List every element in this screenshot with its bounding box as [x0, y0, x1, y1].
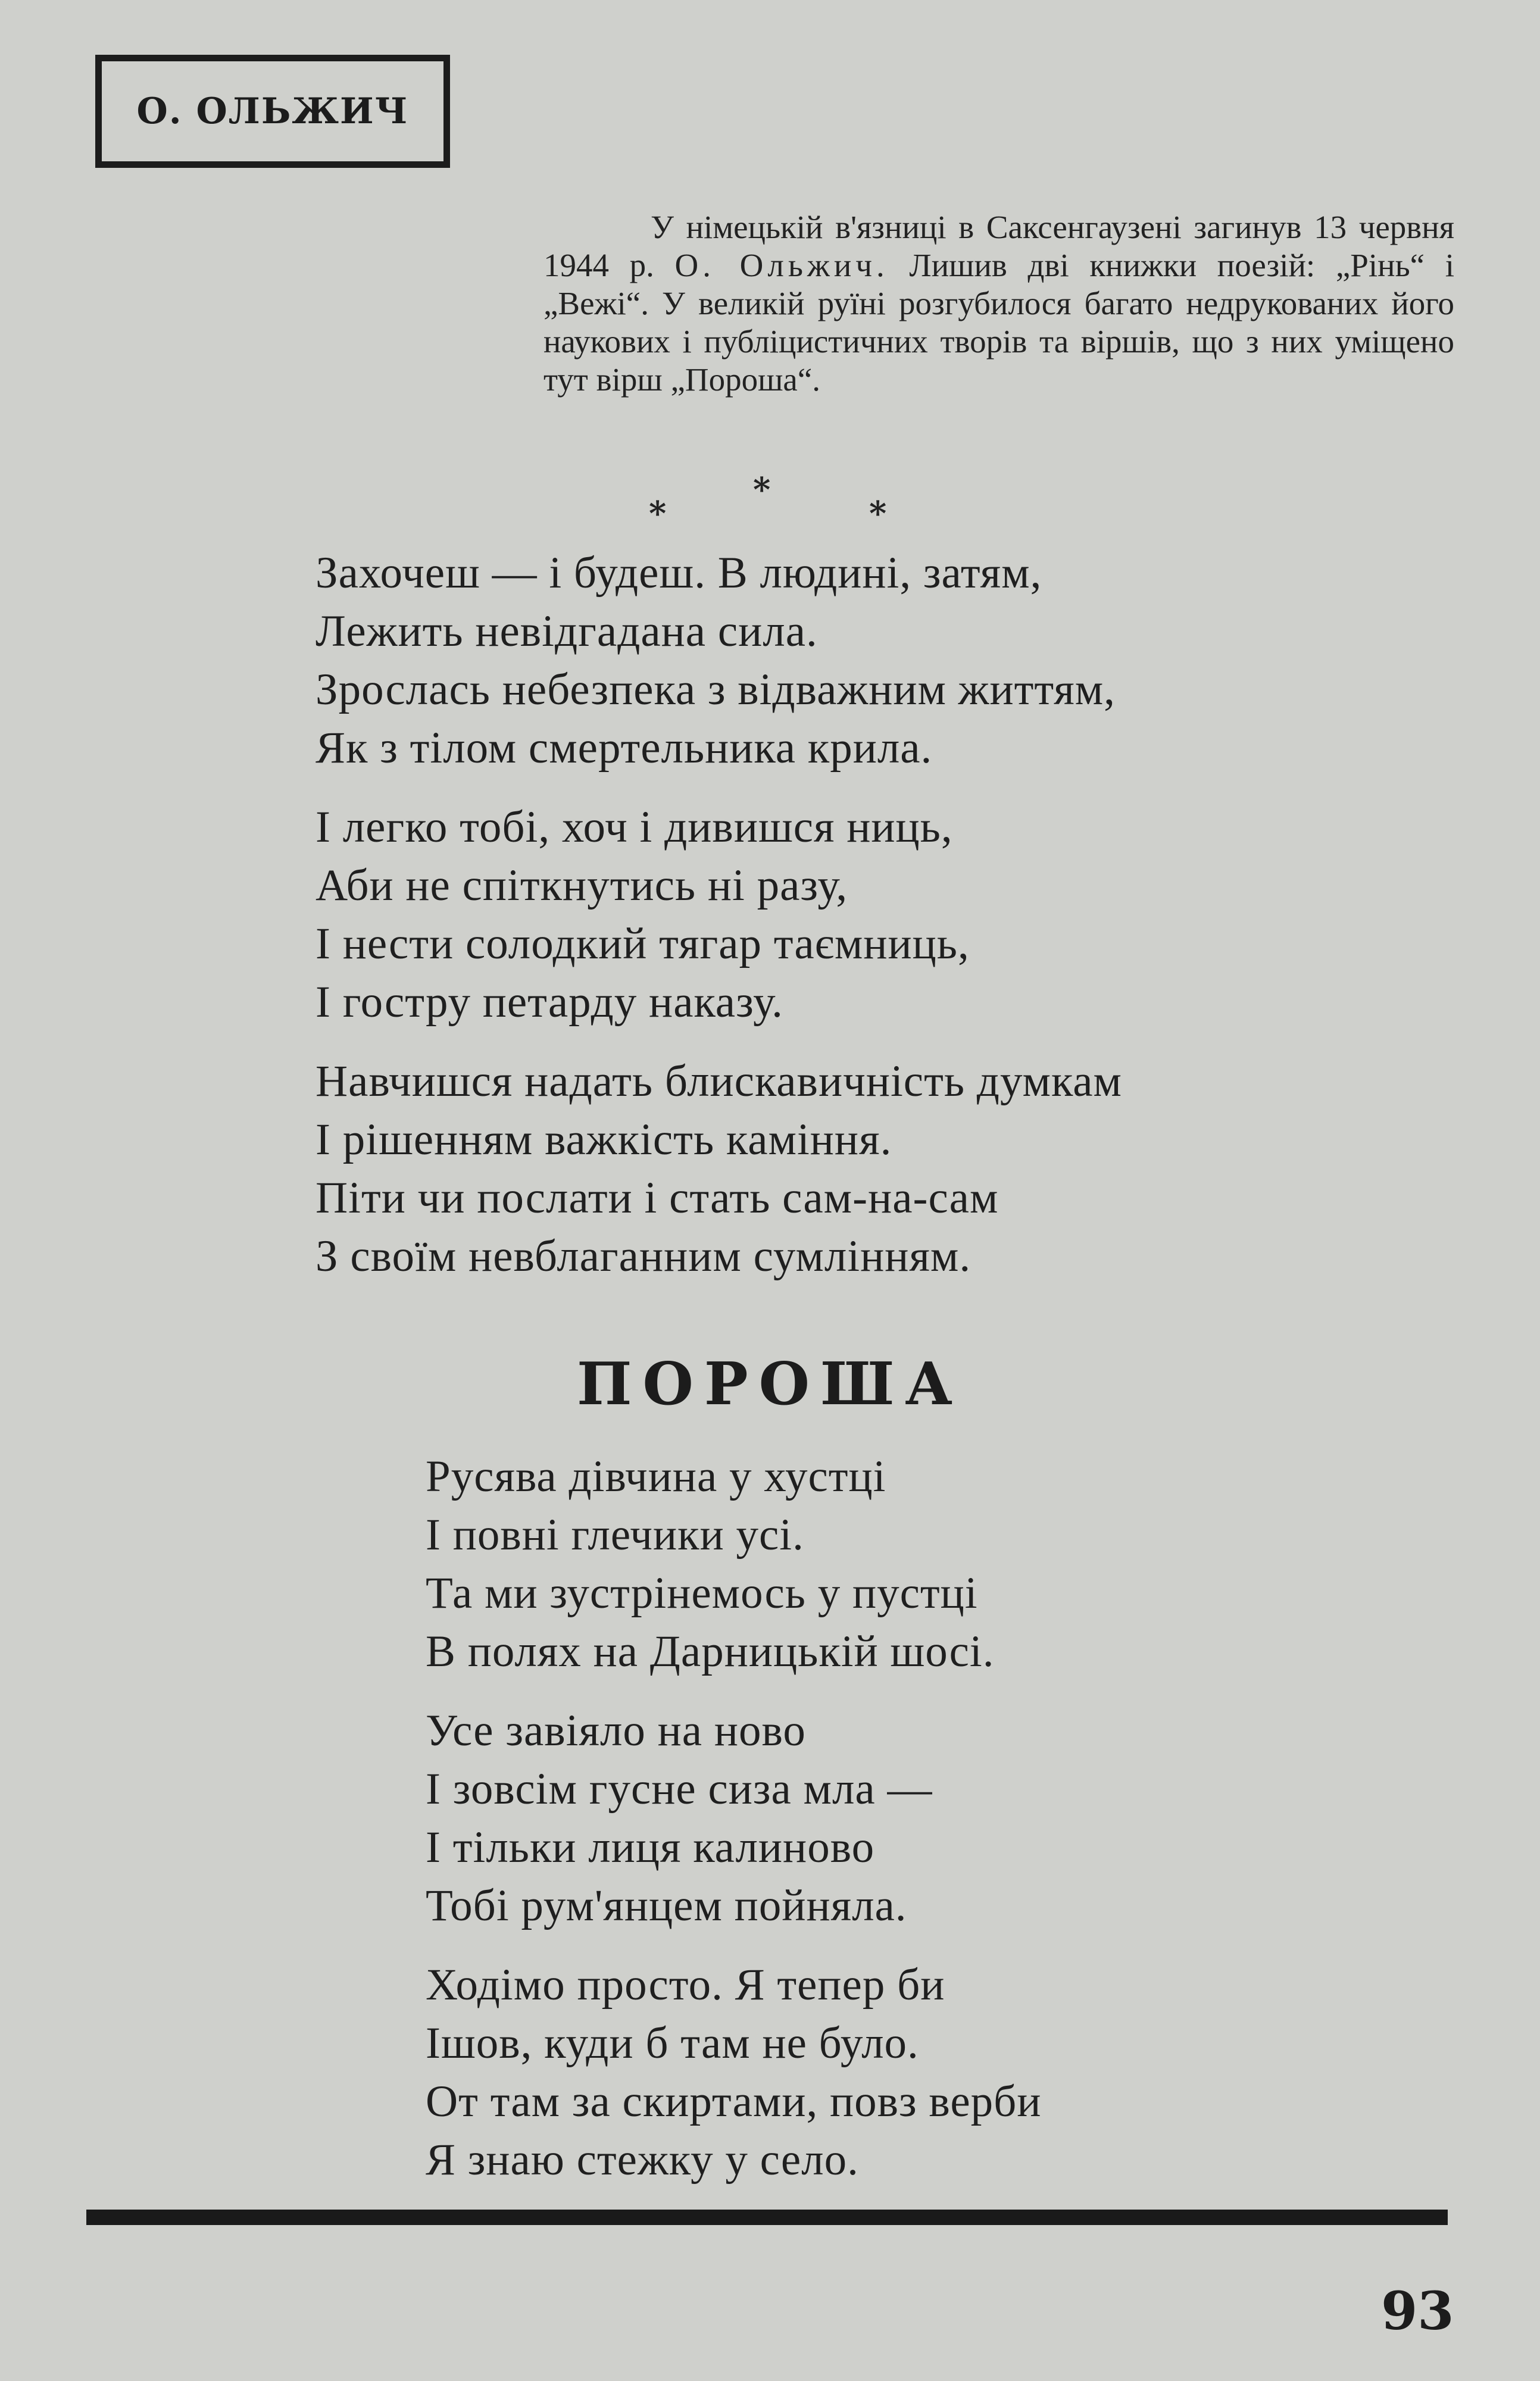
- footer-rule: [86, 2210, 1448, 2225]
- poem1-stanza-2: [316, 798, 1122, 1032]
- poem-untitled: [316, 544, 1122, 1307]
- poem-line: Лежить невідгадана сила.: [316, 607, 818, 656]
- poem-line: Захочеш — і будеш. В людині, затям,: [316, 548, 1042, 598]
- poem-porosha: [426, 1448, 1041, 2210]
- poem-line: В полях на Дарницькій шосі.: [426, 1627, 995, 1676]
- poem-line: Навчишся надать блискавичність думкам: [316, 1057, 1122, 1106]
- poem-line: Як з тілом смертельника крила.: [316, 723, 933, 773]
- poem-line: І легко тобі, хоч і дивишся ниць,: [316, 802, 953, 852]
- author-name: О. ОЛЬЖИЧ: [136, 90, 409, 132]
- poem-line: Піти чи послати і стать сам-на-сам: [316, 1173, 999, 1223]
- poem-line: Аби не спіткнутись ні разу,: [316, 861, 848, 910]
- poem-line: І рішенням важкість каміння.: [316, 1115, 892, 1164]
- poem-line: Русява дівчина у хустці: [426, 1452, 886, 1501]
- bio-author-name: О. Ольжич.: [674, 247, 889, 283]
- poem-line: Усе завіяло на ново: [426, 1706, 806, 1755]
- poem-line: Та ми зустрінемось у пустці: [426, 1568, 978, 1618]
- poem1-stanza-1: [316, 544, 1122, 777]
- author-bio: [543, 208, 1454, 399]
- author-box: [95, 55, 450, 168]
- poem-line: І тільки лиця калиново: [426, 1823, 875, 1872]
- poem-line: І нести солодкий тягар таємниць,: [316, 919, 970, 968]
- poem-line: І зовсім гусне сиза мла —: [426, 1764, 933, 1814]
- poem-line: Я знаю стежку у село.: [426, 2135, 859, 2185]
- bio-part-2: Лишив дві книжки поезій: „Рінь“ і „Вежі“. У великій руїні розгубилося багато недрукованих його наукових і публіцистичних творів та віршів, що з них уміщено тут вірш „Пороша“.: [543, 247, 1454, 398]
- poem2-stanza-2: [426, 1702, 1041, 1935]
- poem-line: І повні глечики усі.: [426, 1510, 804, 1560]
- separator-star: *: [753, 470, 771, 510]
- page-number: 93: [1381, 2280, 1454, 2342]
- poem1-stanza-3: [316, 1052, 1122, 1286]
- poem-line: Ішов, куди б там не було.: [426, 2018, 919, 2068]
- separator-star: *: [869, 494, 887, 533]
- poem-line: Тобі рум'янцем пойняла.: [426, 1881, 907, 1930]
- poem-line: Зрослась небезпека з відважним життям,: [316, 665, 1116, 714]
- poem2-stanza-1: [426, 1448, 1041, 1681]
- poem-line: І гостру петарду наказу.: [316, 977, 783, 1027]
- bio-part-1: У німецькій в'язниці в Саксенгаузені загинув 13 червня 1944 р.: [543, 209, 1454, 283]
- poem-line: З своїм невблаганним сумлінням.: [316, 1232, 972, 1281]
- stanza-separator: [619, 458, 917, 533]
- poem2-stanza-3: [426, 1956, 1041, 2189]
- separator-star: *: [649, 494, 667, 533]
- poem-line: От там за скиртами, повз верби: [426, 2077, 1042, 2126]
- poem-title: ПОРОША: [576, 1350, 964, 1418]
- poem-line: Ходімо просто. Я тепер би: [426, 1960, 945, 2010]
